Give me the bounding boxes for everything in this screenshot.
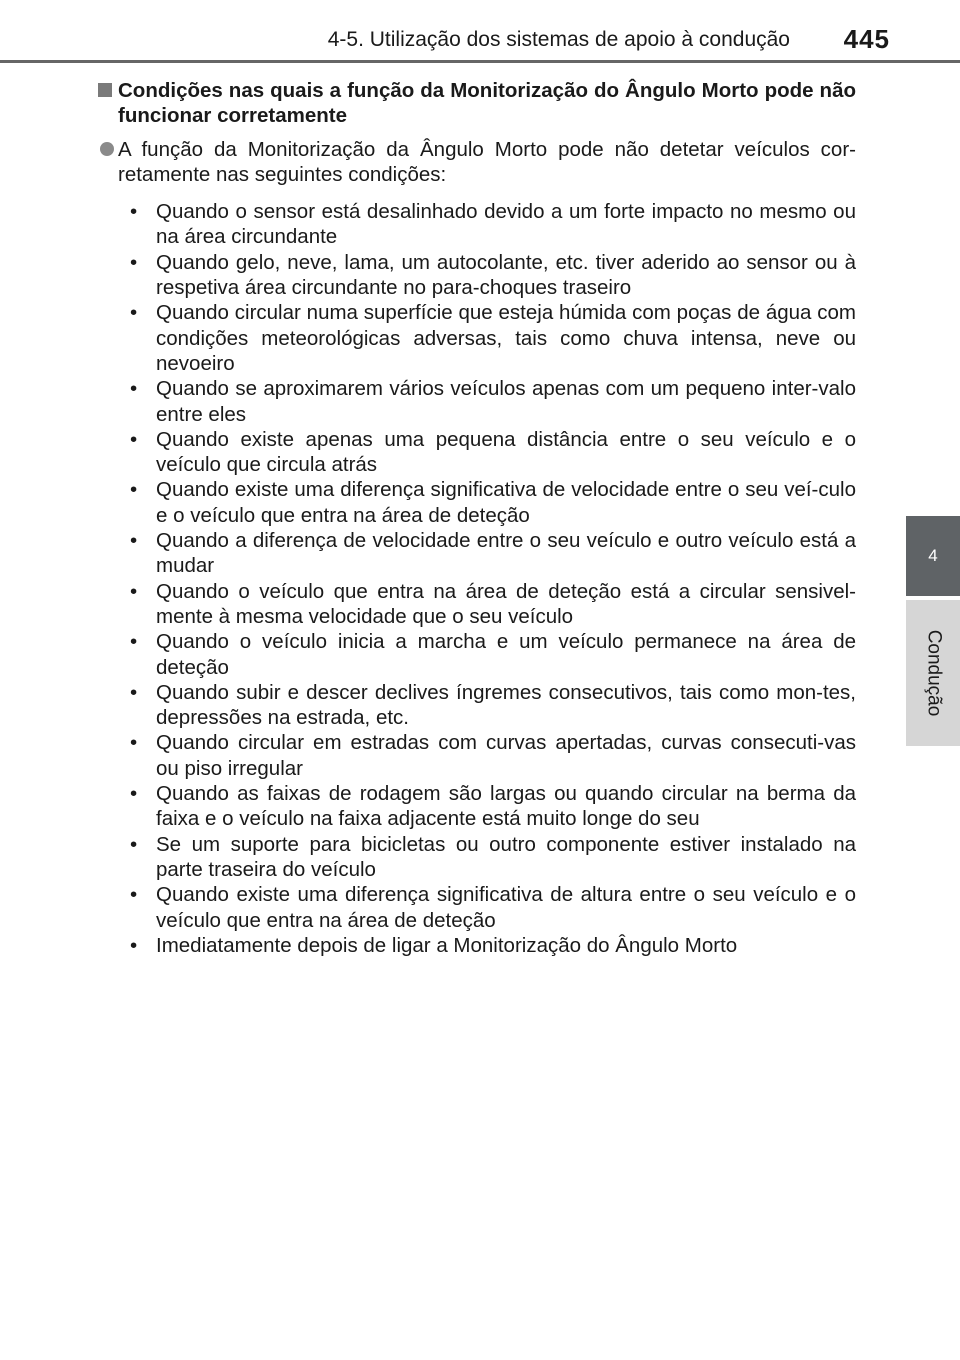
chapter-tab-label: [910, 600, 956, 746]
page-number: 445: [843, 24, 890, 54]
list-item: • Quando o sensor está desalinhado devido a um forte impacto no mesmo ou na área circundante: [126, 199, 856, 250]
list-item: • Quando existe apenas uma pequena distância entre o seu veículo e o veículo que circula atrás: [126, 427, 856, 478]
list-item: • Quando as faixas de rodagem são largas ou quando circular na berma da faixa e o veículo na faixa adjacente está muito longe do seu: [126, 781, 856, 832]
chapter-tab-number: 4: [906, 516, 960, 596]
list-item: • Imediatamente depois de ligar a Monitorização do Ângulo Morto: [126, 933, 856, 958]
list-item: • Quando circular numa superfície que esteja húmida com poças de água com condições meteorológicas adversas, tais como chuva intensa, neve ou nevoeiro: [126, 300, 856, 376]
intro-text: A função da Monitorização da Ângulo Morto pode não detetar veículos cor-retamente nas seguintes condições:: [118, 137, 856, 186]
chapter-title: 4-5. Utilização dos sistemas de apoio à condução: [327, 28, 790, 51]
list-item: • Quando o veículo inicia a marcha e um veículo permanece na área de deteção: [126, 629, 856, 680]
section-heading: [96, 78, 856, 129]
circle-bullet-icon: [100, 142, 114, 156]
intro-paragraph: [96, 137, 856, 188]
list-item: • Quando existe uma diferença significativa de velocidade entre o seu veí-culo e o veículo que entra na área de deteção: [126, 477, 856, 528]
list-item: • Se um suporte para bicicletas ou outro componente estiver instalado na parte traseira do veículo: [126, 832, 856, 883]
page-content: [96, 78, 856, 958]
page-header: [0, 0, 960, 62]
list-item: • Quando a diferença de velocidade entre o seu veículo e outro veículo está a mudar: [126, 528, 856, 579]
chapter-tab-label-text: Condução: [923, 629, 944, 717]
square-bullet-icon: [98, 83, 112, 97]
list-item: • Quando se aproximarem vários veículos apenas com um pequeno inter-valo entre eles: [126, 376, 856, 427]
section-heading-text: Condições nas quais a função da Monitorização do Ângulo Morto pode não funcionar corretamente: [118, 79, 856, 128]
list-item: • Quando gelo, neve, lama, um autocolante, etc. tiver aderido ao sensor ou à respetiva área circundante no para-choques traseiro: [126, 250, 856, 301]
list-item: • Quando o veículo que entra na área de deteção está a circular sensivel-mente à mesma velocidade que o seu veículo: [126, 579, 856, 630]
conditions-list: [96, 199, 856, 958]
list-item: • Quando circular em estradas com curvas apertadas, curvas consecuti-vas ou piso irregular: [126, 730, 856, 781]
list-item: • Quando existe uma diferença significativa de altura entre o seu veículo e o veículo que entra na área de deteção: [126, 882, 856, 933]
list-item: • Quando subir e descer declives íngremes consecutivos, tais como mon-tes, depressões na estrada, etc.: [126, 680, 856, 731]
header-divider: [0, 60, 960, 63]
